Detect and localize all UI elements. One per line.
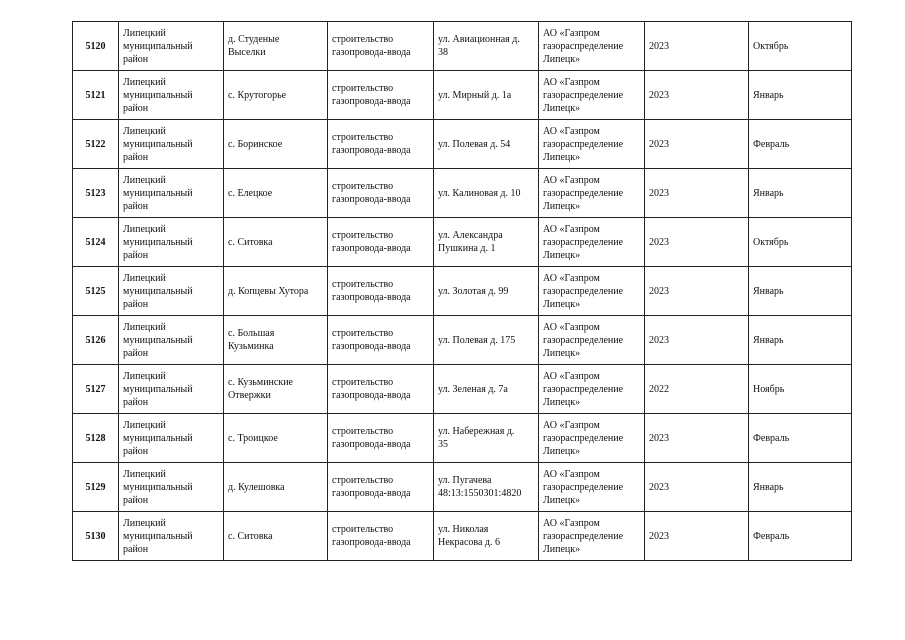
locality-cell [224, 218, 328, 267]
organization-line: АО «Газпром [543, 419, 600, 431]
table-row [73, 120, 852, 169]
address-cell [434, 120, 539, 169]
table-row [73, 71, 852, 120]
record-number-cell: 5129 [73, 463, 119, 512]
organization-line: газораспределение [543, 40, 624, 52]
district-line: район [123, 445, 149, 457]
organization-line: Липецк» [543, 298, 581, 310]
district-line: Липецкий [123, 27, 166, 39]
organization-cell [539, 22, 645, 71]
address-cell [434, 316, 539, 365]
locality-cell [224, 169, 328, 218]
organization-cell [539, 463, 645, 512]
organization-line: газораспределение [543, 236, 624, 248]
district-line: район [123, 53, 149, 65]
record-number-cell: 5128 [73, 414, 119, 463]
organization-line: АО «Газпром [543, 76, 600, 88]
organization-line: газораспределение [543, 285, 624, 297]
year-cell: 2022 [645, 365, 749, 414]
locality-line: д. Копцевы Хутора [228, 285, 309, 297]
district-line: Липецкий [123, 272, 166, 284]
locality-line: Выселки [228, 47, 266, 58]
work-type-line: строительство [332, 475, 394, 486]
work-type-line: строительство [332, 426, 394, 437]
address-line: ул. Набережная д. [438, 426, 515, 437]
district-line: Липецкий [123, 125, 166, 137]
district-cell [119, 71, 224, 120]
gas-connection-table [72, 21, 852, 561]
address-line: ул. Калиновая д. 10 [438, 187, 521, 199]
district-line: муниципальный [123, 138, 193, 150]
address-line: 38 [438, 47, 448, 58]
work-type-line: строительство [332, 230, 394, 241]
table-row [73, 218, 852, 267]
record-number-cell: 5123 [73, 169, 119, 218]
year-cell: 2023 [645, 267, 749, 316]
address-cell [434, 512, 539, 561]
organization-line: газораспределение [543, 138, 624, 150]
address-line: ул. Полевая д. 54 [438, 138, 511, 150]
district-line: Липецкий [123, 419, 166, 431]
organization-line: АО «Газпром [543, 517, 600, 529]
year-cell: 2023 [645, 463, 749, 512]
table-row [73, 22, 852, 71]
address-cell [434, 22, 539, 71]
table-row [73, 365, 852, 414]
organization-line: Липецк» [543, 347, 581, 359]
address-cell [434, 414, 539, 463]
locality-cell [224, 22, 328, 71]
table-row [73, 512, 852, 561]
address-line: 48:13:1550301:4820 [438, 488, 522, 499]
district-line: Липецкий [123, 76, 166, 88]
year-cell: 2023 [645, 120, 749, 169]
work-type-line: строительство [332, 83, 394, 94]
organization-line: АО «Газпром [543, 468, 600, 480]
work-type-line: газопровода-ввода [332, 292, 411, 303]
address-line: ул. Николая [438, 524, 489, 535]
organization-line: АО «Газпром [543, 223, 600, 235]
month-cell: Февраль [749, 120, 852, 169]
address-line: Пушкина д. 1 [438, 243, 496, 254]
table-body [73, 22, 852, 561]
record-number-cell: 5122 [73, 120, 119, 169]
year-cell: 2023 [645, 414, 749, 463]
district-line: муниципальный [123, 89, 193, 101]
table-row [73, 463, 852, 512]
locality-cell [224, 414, 328, 463]
address-cell [434, 71, 539, 120]
record-number-cell: 5130 [73, 512, 119, 561]
work-type-line: строительство [332, 279, 394, 290]
work-type-line: строительство [332, 132, 394, 143]
district-line: муниципальный [123, 481, 193, 493]
organization-cell [539, 512, 645, 561]
work-type-line: строительство [332, 181, 394, 192]
address-cell [434, 463, 539, 512]
work-type-line: строительство [332, 34, 394, 45]
district-line: муниципальный [123, 432, 193, 444]
locality-line: с. Крутогорье [228, 89, 287, 101]
table-row [73, 267, 852, 316]
work-type-cell [328, 316, 434, 365]
organization-line: Липецк» [543, 543, 581, 555]
organization-line: Липецк» [543, 151, 581, 163]
district-line: муниципальный [123, 334, 193, 346]
district-line: муниципальный [123, 187, 193, 199]
work-type-line: газопровода-ввода [332, 439, 411, 450]
locality-cell [224, 120, 328, 169]
work-type-cell [328, 463, 434, 512]
month-cell: Январь [749, 71, 852, 120]
organization-cell [539, 414, 645, 463]
district-cell [119, 22, 224, 71]
month-cell: Январь [749, 169, 852, 218]
work-type-line: газопровода-ввода [332, 96, 411, 107]
organization-line: Липецк» [543, 445, 581, 457]
district-line: район [123, 102, 149, 114]
work-type-line: газопровода-ввода [332, 145, 411, 156]
month-cell: Февраль [749, 414, 852, 463]
year-cell: 2023 [645, 316, 749, 365]
district-cell [119, 120, 224, 169]
year-cell: 2023 [645, 512, 749, 561]
organization-line: АО «Газпром [543, 321, 600, 333]
organization-line: Липецк» [543, 53, 581, 65]
district-line: Липецкий [123, 370, 166, 382]
organization-line: АО «Газпром [543, 272, 600, 284]
organization-line: АО «Газпром [543, 370, 600, 382]
address-line: ул. Авиационная д. [438, 34, 520, 45]
record-number-cell: 5127 [73, 365, 119, 414]
address-cell [434, 365, 539, 414]
locality-line: с. Боринское [228, 138, 283, 150]
district-line: район [123, 200, 149, 212]
work-type-cell [328, 218, 434, 267]
district-line: муниципальный [123, 383, 193, 395]
address-cell [434, 218, 539, 267]
organization-line: Липецк» [543, 102, 581, 114]
locality-cell [224, 512, 328, 561]
table-row [73, 414, 852, 463]
month-cell: Октябрь [749, 22, 852, 71]
locality-line: Отвержки [228, 390, 271, 401]
address-line: 35 [438, 439, 448, 450]
locality-line: с. Елецкое [228, 187, 273, 199]
district-cell [119, 316, 224, 365]
organization-line: Липецк» [543, 200, 581, 212]
locality-line: д. Студеные [228, 34, 280, 45]
work-type-cell [328, 169, 434, 218]
locality-line: с. Большая [228, 328, 275, 339]
record-number-cell: 5126 [73, 316, 119, 365]
organization-line: газораспределение [543, 187, 624, 199]
locality-line: с. Ситовка [228, 530, 273, 542]
district-line: муниципальный [123, 40, 193, 52]
work-type-line: газопровода-ввода [332, 341, 411, 352]
year-cell: 2023 [645, 71, 749, 120]
organization-line: Липецк» [543, 396, 581, 408]
organization-cell [539, 365, 645, 414]
district-line: Липецкий [123, 517, 166, 529]
locality-line: с. Троицкое [228, 432, 278, 444]
month-cell: Январь [749, 463, 852, 512]
district-line: район [123, 249, 149, 261]
locality-line: Кузьминка [228, 341, 274, 352]
organization-cell [539, 71, 645, 120]
district-cell [119, 218, 224, 267]
locality-cell [224, 463, 328, 512]
work-type-line: газопровода-ввода [332, 47, 411, 58]
work-type-line: строительство [332, 328, 394, 339]
organization-line: газораспределение [543, 432, 624, 444]
district-line: район [123, 543, 149, 555]
year-cell: 2023 [645, 169, 749, 218]
record-number-cell: 5121 [73, 71, 119, 120]
address-line: ул. Мирный д. 1а [438, 89, 512, 101]
locality-line: д. Кулешовка [228, 481, 285, 493]
table-row [73, 316, 852, 365]
work-type-line: газопровода-ввода [332, 488, 411, 499]
organization-line: АО «Газпром [543, 174, 600, 186]
organization-line: газораспределение [543, 530, 624, 542]
organization-line: Липецк» [543, 494, 581, 506]
address-line: ул. Александра [438, 230, 503, 241]
district-line: Липецкий [123, 174, 166, 186]
address-line: ул. Полевая д. 175 [438, 334, 516, 346]
work-type-line: газопровода-ввода [332, 243, 411, 254]
organization-line: газораспределение [543, 89, 624, 101]
district-cell [119, 414, 224, 463]
address-cell [434, 267, 539, 316]
work-type-cell [328, 71, 434, 120]
locality-cell [224, 71, 328, 120]
organization-line: газораспределение [543, 383, 624, 395]
locality-cell [224, 365, 328, 414]
month-cell: Октябрь [749, 218, 852, 267]
work-type-line: строительство [332, 524, 394, 535]
work-type-line: газопровода-ввода [332, 537, 411, 548]
record-number-cell: 5125 [73, 267, 119, 316]
locality-cell [224, 316, 328, 365]
address-line: ул. Золотая д. 99 [438, 285, 509, 297]
organization-cell [539, 169, 645, 218]
locality-cell [224, 267, 328, 316]
organization-cell [539, 267, 645, 316]
locality-line: с. Кузьминские [228, 377, 293, 388]
district-line: район [123, 347, 149, 359]
organization-line: АО «Газпром [543, 27, 600, 39]
district-line: муниципальный [123, 236, 193, 248]
district-line: район [123, 494, 149, 506]
organization-cell [539, 218, 645, 267]
organization-line: Липецк» [543, 249, 581, 261]
district-cell [119, 267, 224, 316]
district-line: муниципальный [123, 285, 193, 297]
work-type-cell [328, 22, 434, 71]
work-type-cell [328, 365, 434, 414]
work-type-cell [328, 414, 434, 463]
month-cell: Январь [749, 316, 852, 365]
record-number-cell: 5120 [73, 22, 119, 71]
district-line: муниципальный [123, 530, 193, 542]
year-cell: 2023 [645, 218, 749, 267]
work-type-cell [328, 512, 434, 561]
organization-cell [539, 120, 645, 169]
organization-line: газораспределение [543, 334, 624, 346]
table-row [73, 169, 852, 218]
district-line: Липецкий [123, 223, 166, 235]
district-line: Липецкий [123, 468, 166, 480]
work-type-cell [328, 267, 434, 316]
address-line: ул. Зеленая д. 7а [438, 383, 508, 395]
district-line: район [123, 151, 149, 163]
month-cell: Январь [749, 267, 852, 316]
work-type-line: газопровода-ввода [332, 194, 411, 205]
district-cell [119, 365, 224, 414]
address-line: ул. Пугачева [438, 475, 492, 486]
month-cell: Февраль [749, 512, 852, 561]
district-cell [119, 463, 224, 512]
locality-line: с. Ситовка [228, 236, 273, 248]
address-line: Некрасова д. 6 [438, 537, 501, 548]
organization-line: газораспределение [543, 481, 624, 493]
address-cell [434, 169, 539, 218]
month-cell: Ноябрь [749, 365, 852, 414]
work-type-cell [328, 120, 434, 169]
record-number-cell: 5124 [73, 218, 119, 267]
organization-line: АО «Газпром [543, 125, 600, 137]
work-type-line: строительство [332, 377, 394, 388]
district-line: Липецкий [123, 321, 166, 333]
year-cell: 2023 [645, 22, 749, 71]
organization-cell [539, 316, 645, 365]
work-type-line: газопровода-ввода [332, 390, 411, 401]
district-line: район [123, 298, 149, 310]
district-cell [119, 512, 224, 561]
district-cell [119, 169, 224, 218]
district-line: район [123, 396, 149, 408]
